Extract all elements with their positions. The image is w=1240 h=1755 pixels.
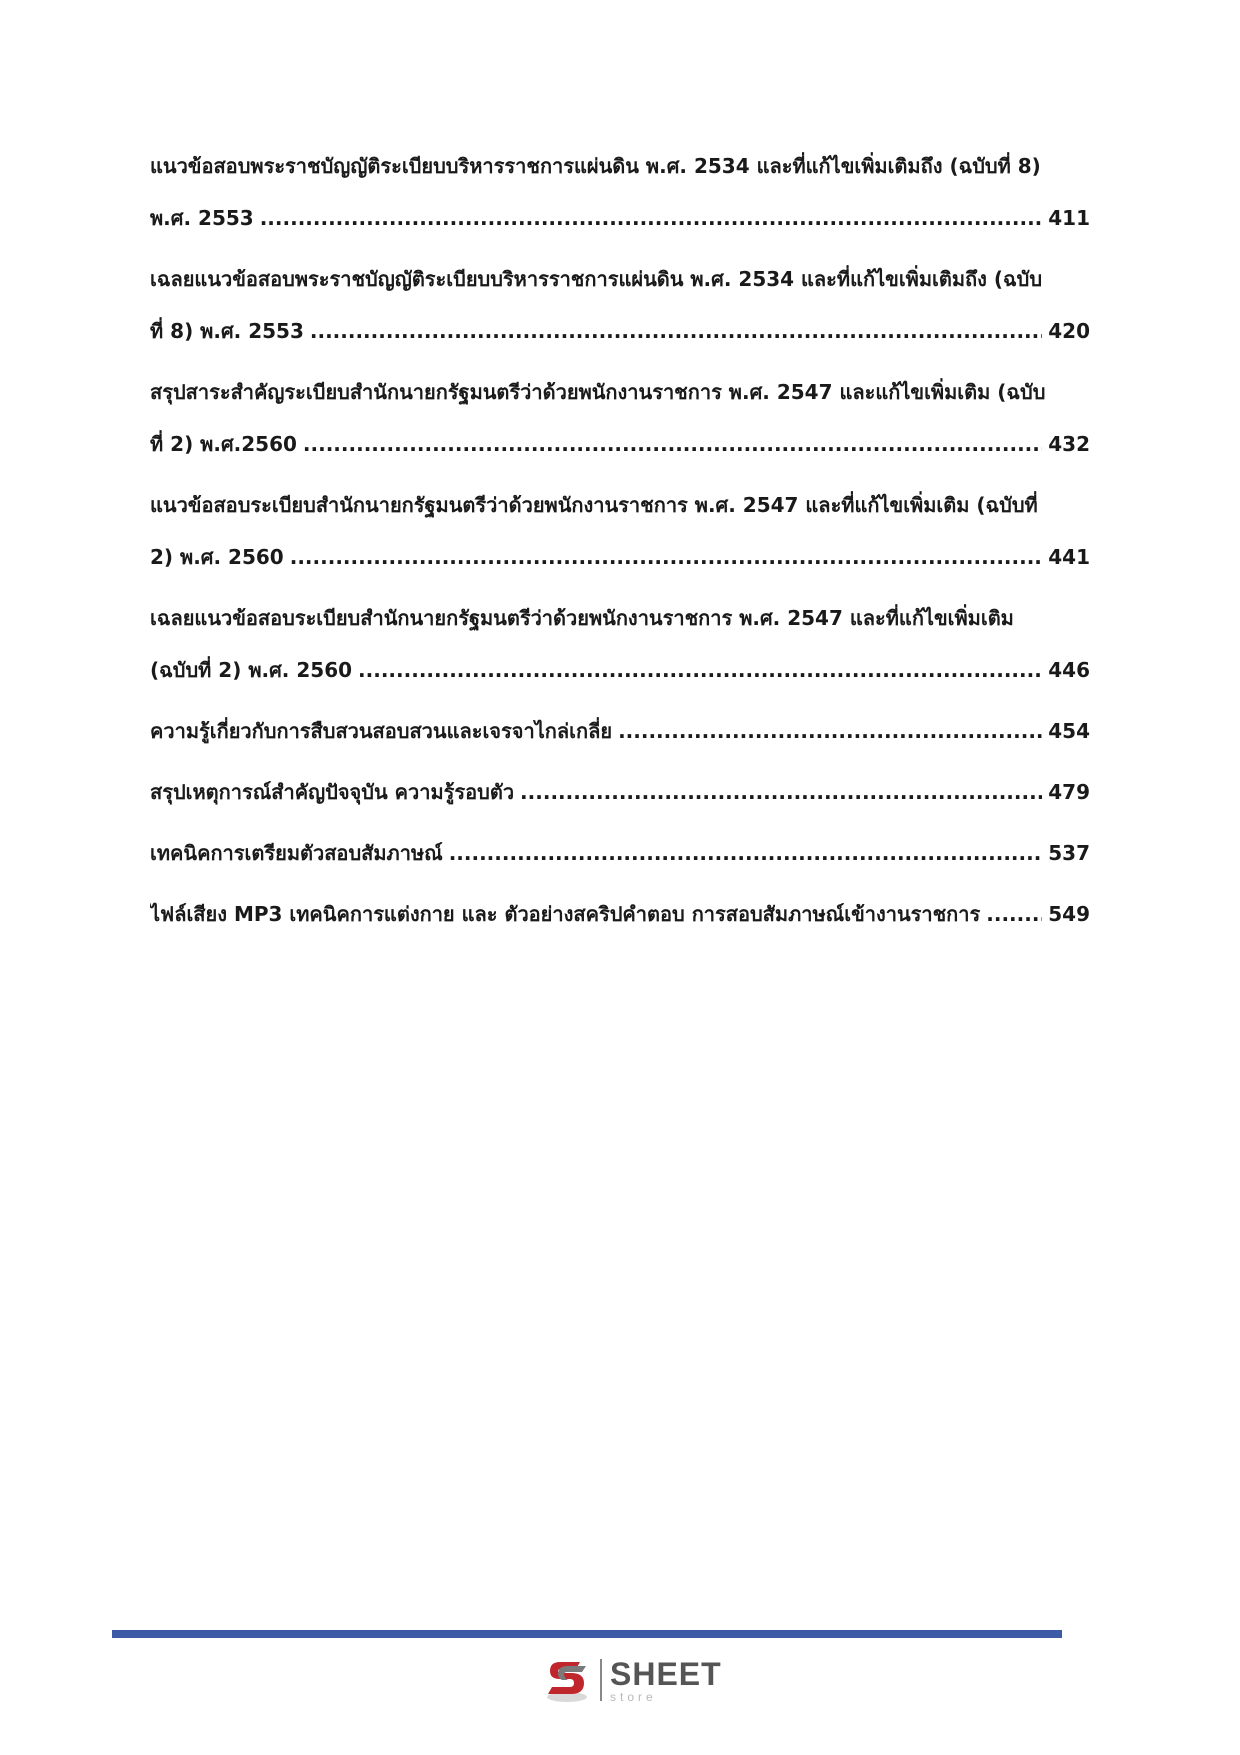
toc-dot-leader: [310, 305, 1042, 357]
toc-entry[interactable]: [150, 253, 1090, 357]
toc-entry-title-line: เฉลยแนวข้อสอบระเบียบสำนักนายกรัฐมนตรีว่าด้วยพนักงานราชการ พ.ศ. 2547 และที่แก้ไขเพิ่มเติม: [150, 606, 1014, 630]
toc-entry-title-line: สรุปสาระสำคัญระเบียบสำนักนายกรัฐมนตรีว่าด้วยพนักงานราชการ พ.ศ. 2547 และแก้ไขเพิ่มเติม (ฉบับ: [150, 380, 1046, 404]
logo-text: [610, 1655, 722, 1704]
sheet-store-logo-icon: [540, 1652, 596, 1708]
toc-entry[interactable]: [150, 140, 1090, 244]
toc-entry[interactable]: [150, 479, 1090, 583]
sheet-store-logo: [540, 1652, 722, 1708]
toc-dot-leader: [618, 705, 1042, 757]
toc-entry-final-line: [150, 192, 1090, 244]
toc-entry[interactable]: [150, 705, 1090, 757]
toc-entry-title-end: ความรู้เกี่ยวกับการสืบสวนสอบสวนและเจรจาไกล่เกลี่ย: [150, 719, 613, 743]
toc-entry[interactable]: [150, 366, 1090, 470]
toc-entry[interactable]: [150, 827, 1090, 879]
toc-page-number: 454: [1048, 719, 1090, 743]
toc-entry-title-line: เฉลยแนวข้อสอบพระราชบัญญัติระเบียบบริหารราชการแผ่นดิน พ.ศ. 2534 และที่แก้ไขเพิ่มเติมถึง (ฉบับ: [150, 267, 1043, 291]
toc-dot-leader: [520, 766, 1042, 818]
toc-entry-title-line: แนวข้อสอบระเบียบสำนักนายกรัฐมนตรีว่าด้วยพนักงานราชการ พ.ศ. 2547 และที่แก้ไขเพิ่มเติม (ฉบับที่: [150, 493, 1038, 517]
toc-entry-final-line: [150, 531, 1090, 583]
toc-entry-title-end: ที่ 2) พ.ศ.2560: [150, 432, 297, 456]
logo-divider: [600, 1659, 602, 1701]
toc-entry-title-end: ที่ 8) พ.ศ. 2553: [150, 319, 304, 343]
toc-page-number: 446: [1048, 658, 1090, 682]
toc-dot-leader: [290, 531, 1043, 583]
toc-page-number: 479: [1048, 780, 1090, 804]
logo-subtitle: store: [610, 1689, 657, 1704]
toc-entry-title-end: สรุปเหตุการณ์สำคัญปัจจุบัน ความรู้รอบตัว: [150, 780, 515, 804]
toc-entry-final-line: [150, 644, 1090, 696]
toc-entry-title-end: ไฟล์เสียง MP3 เทคนิคการแต่งกาย และ ตัวอย่างสคริปคำตอบ การสอบสัมภาษณ์เข้างานราชการ: [150, 902, 981, 926]
toc-page-number: 411: [1048, 206, 1090, 230]
toc-page-number: 432: [1048, 432, 1090, 456]
toc-entry-title-end: 2) พ.ศ. 2560: [150, 545, 284, 569]
toc-entry-final-line: [150, 766, 1090, 818]
logo-name: SHEET: [610, 1655, 722, 1692]
toc-dot-leader: [303, 418, 1042, 470]
toc-entry-title-end: เทคนิคการเตรียมตัวสอบสัมภาษณ์: [150, 841, 443, 865]
toc-entry[interactable]: [150, 592, 1090, 696]
toc-dot-leader: [449, 827, 1043, 879]
toc-dot-leader: [260, 192, 1043, 244]
table-of-contents: [150, 140, 1090, 949]
footer-rule: [112, 1630, 1062, 1638]
toc-entry-title-end: พ.ศ. 2553: [150, 206, 254, 230]
toc-entry[interactable]: [150, 888, 1090, 940]
toc-page-number: 420: [1048, 319, 1090, 343]
toc-entry-final-line: [150, 888, 1090, 940]
toc-entry-title-line: แนวข้อสอบพระราชบัญญัติระเบียบบริหารราชการแผ่นดิน พ.ศ. 2534 และที่แก้ไขเพิ่มเติมถึง (ฉบับที่ 8): [150, 154, 1041, 178]
toc-entry-final-line: [150, 305, 1090, 357]
toc-page-number: 441: [1048, 545, 1090, 569]
toc-entry-title-end: (ฉบับที่ 2) พ.ศ. 2560: [150, 658, 353, 682]
toc-entry-final-line: [150, 827, 1090, 879]
toc-dot-leader: [358, 644, 1042, 696]
toc-page-number: 537: [1048, 841, 1090, 865]
toc-page-number: 549: [1048, 902, 1090, 926]
toc-entry-final-line: [150, 705, 1090, 757]
toc-entry[interactable]: [150, 766, 1090, 818]
toc-dot-leader: [986, 888, 1042, 940]
toc-entry-final-line: [150, 418, 1090, 470]
